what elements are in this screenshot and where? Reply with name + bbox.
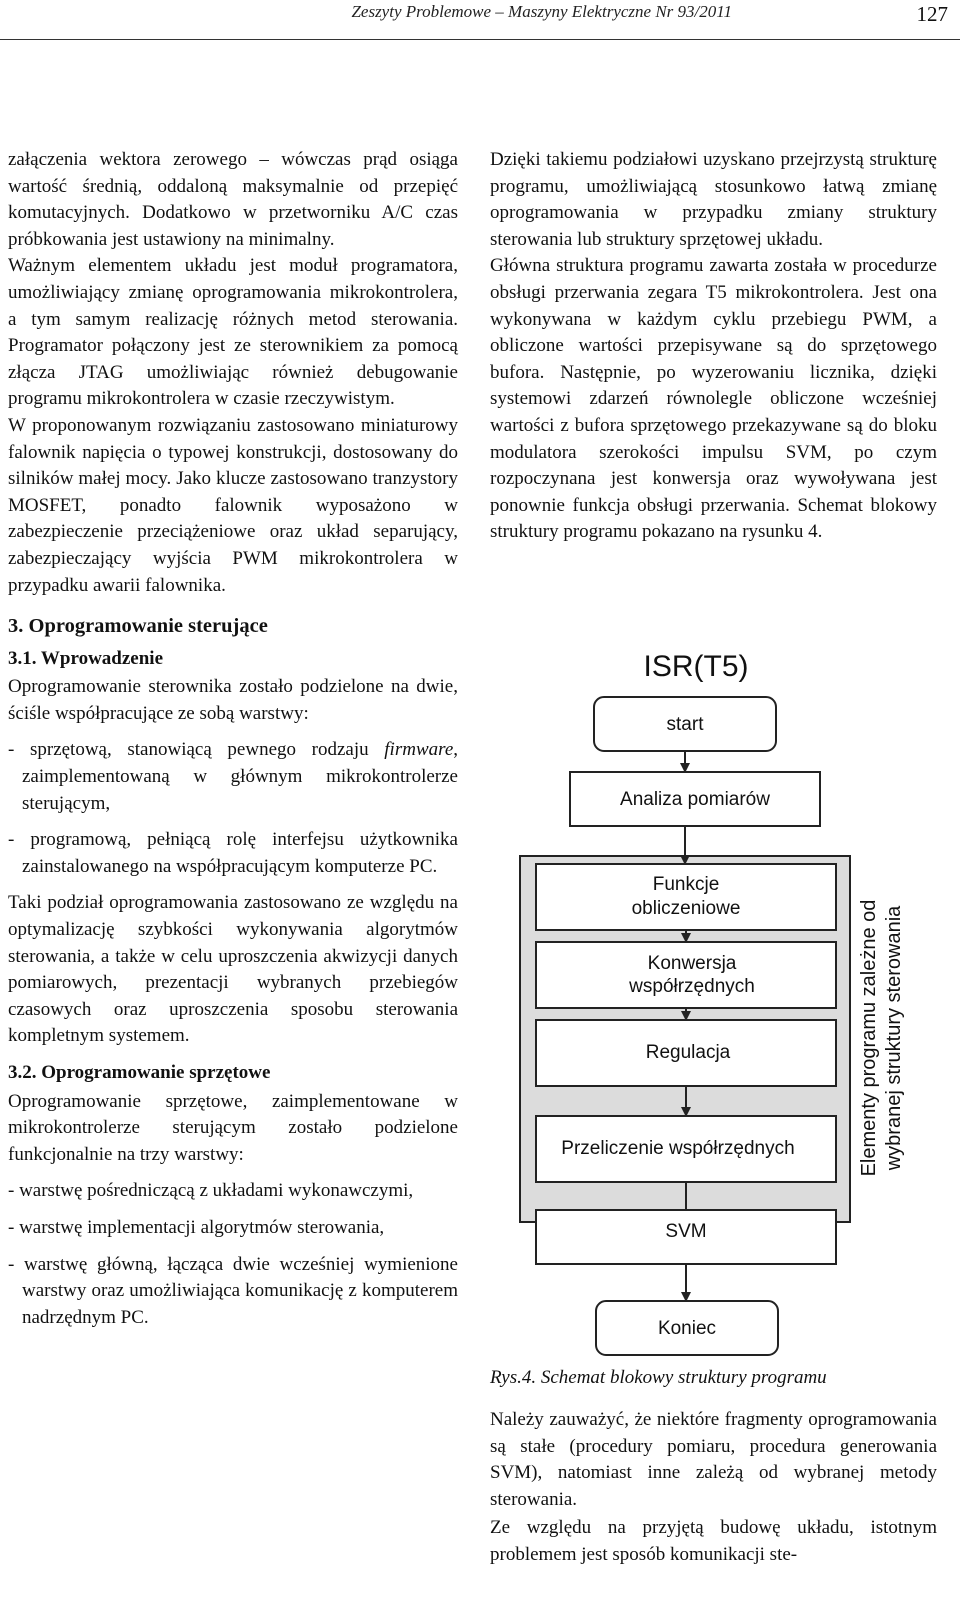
paragraph: załączenia wektora zerowego – wówczas prąd osiąga wartość średnią, oddaloną maksymalnie od przepięć komutacyjnych. Dodatkowo w przetworniku A/C czas próbkowania jest ustawiony na minimalny. [8, 149, 458, 250]
flowchart-title: ISR(T5) [643, 650, 749, 683]
right-column [490, 147, 937, 546]
figure-caption: Rys.4. Schemat blokowy struktury programu [490, 1367, 827, 1388]
page-header [0, 0, 960, 40]
journal-title: Zeszyty Problemowe – Maszyny Elektryczne Nr 93/2011 [351, 2, 732, 21]
paragraph: Ważnym elementem układu jest moduł programatora, umożliwiający zmianę oprogramowania mikrokontrolera, a tym samym realizację różnych metod sterowania. Programator połączony jest ze sterownikiem za pomocą złącza JTAG umożliwiając również debugowanie programu mikrokontrolera w czasie rzeczywistym. [8, 255, 458, 410]
bullet-list [8, 737, 458, 880]
paragraph: Oprogramowanie sterownika zostało podzielone na dwie, ściśle współpracujące ze sobą warstwy: [8, 676, 458, 724]
subsection-heading: 3.2. Oprogramowanie sprzętowe [8, 1062, 271, 1083]
list-item: - warstwę implementacji algorytmów sterowania, [8, 1216, 385, 1238]
koniec-label: Koniec [657, 1318, 717, 1339]
konwersja-label: Konwersja [647, 953, 737, 974]
przeliczenie-label: Przeliczenie współrzędnych [561, 1138, 795, 1159]
section-heading: 3. Oprogramowanie sterujące [8, 615, 268, 638]
list-item: - warstwę pośredniczącą z układami wykonawczymi, [8, 1180, 414, 1202]
list-item: - sprzętową, stanowiącą pewnego rodzaju firmware, zaimplementowaną w głównym mikrokontrolerze sterującym, [8, 739, 458, 814]
start-label: start [666, 714, 704, 735]
paragraph: Ze względu na przyjętą budowę układu, istotnym problemem jest sposób komunikacji ste- [490, 1517, 937, 1565]
list-item: - programową, pełniącą rolę interfejsu użytkownika zainstalowanego na współpracującym komputerze PC. [8, 829, 458, 877]
bullet-list [8, 1178, 458, 1331]
side-label: Elementy programu zależne od [858, 899, 880, 1177]
funkcje-label: obliczeniowe [631, 898, 741, 919]
subsection-heading: 3.1. Wprowadzenie [8, 647, 163, 669]
konwersja-node [536, 942, 836, 1008]
flowchart-figure [490, 638, 960, 1358]
paragraph: Oprogramowanie sprzętowe, zaimplementowane w mikrokontrolerze sterującym zostało podzielone funkcjonalnie na trzy warstwy: [8, 1090, 458, 1165]
paragraph: Należy zauważyć, że niektóre fragmenty oprogramowania są stałe (procedury pomiaru, procedura generowania SVM), natomiast inne zależą od wybranej metody sterowania. [490, 1409, 937, 1510]
left-column [8, 147, 458, 1341]
flowchart-diagram [490, 638, 960, 1358]
funkcje-label: Funkcje [652, 874, 720, 895]
paragraph: W proponowanym rozwiązaniu zastosowano miniaturowy falownik napięcia o typowej konstrukcji, dostosowany do silników małej mocy. Jako klucze zastosowano tranzystory MOSFET, ponadto falownik wyposażono w zabezpieczenie przeciążeniowe oraz układ separujący, zabezpieczający wyjścia PWM mikrokontrolera w przypadku awarii falownika. [8, 414, 458, 596]
page-number: 127 [916, 2, 948, 26]
paragraph: Taki podział oprogramowania zastosowano ze względu na optymalizację szybkości wykonywania algorytmów sterowania, a także w celu uproszczenia akwizycji danych pomiarowych, prezentacji wybranych przebiegów czasowych oraz uproszczenia sposobu sterowania kompletnym systemem. [8, 892, 458, 1047]
header-rule [0, 39, 960, 40]
paragraph: Dzięki takiemu podziałowi uzyskano przejrzystą strukturę programu, umożliwiającą stosunkowo łatwą zmianę oprogramowania w przypadku zmiany struktury sterowania lub struktury sprzętowej układu. [490, 149, 937, 250]
paragraph: Główna struktura programu zawarta została w procedurze obsługi przerwania zegara T5 mikrokontrolera. Jest ona wykonywana w każdym cyklu przebiegu PWM, a obliczone wartości przepisywane są do sprzętowego bufora. Następnie, po wyzerowaniu licznika, dzięki systemowi zdarzeń równolegle obliczone wcześniej wartości z bufora sprzętowego przekazywane są do bloku modulatora szerokości impulsu SVM, po czym rozpoczynana jest konwersja oraz wywoływana jest ponownie funkcja obsługi przerwania. Schemat blokowy struktury programu pokazano na rysunku 4. [490, 255, 937, 543]
right-column-continued [490, 1407, 937, 1569]
analiza-label: Analiza pomiarów [620, 789, 770, 810]
regulacja-label: Regulacja [645, 1042, 731, 1063]
side-label: wybranej struktury sterowania [883, 905, 905, 1171]
svm-label: SVM [665, 1221, 707, 1242]
konwersja-label: współrzędnych [629, 976, 755, 997]
list-item: - warstwę główną, łącząca dwie wcześniej wymienione warstwy oraz umożliwiająca komunikację z komputerem nadrzędnym PC. [8, 1253, 458, 1328]
